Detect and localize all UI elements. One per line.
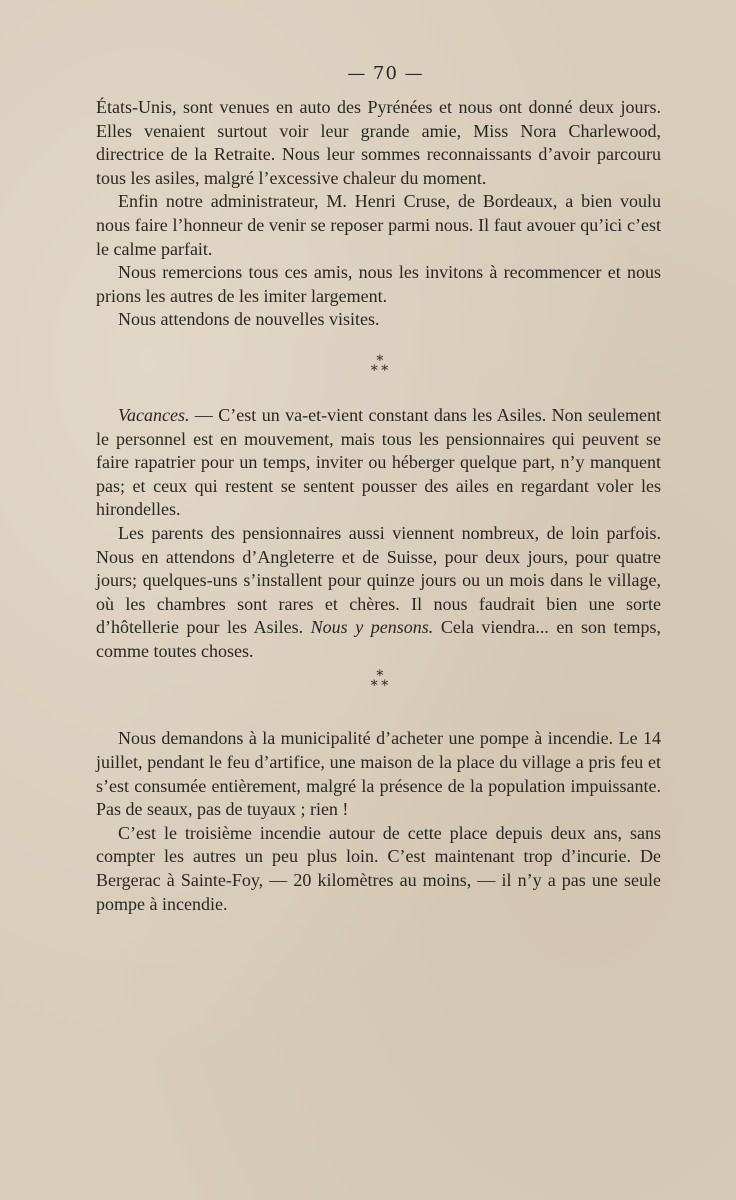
paragraph: C’est le troisième incendie autour de cette place depuis deux ans, sans compter les autres un peu plus loin. C’est maintenant trop d’incurie. De Bergerac à Sainte-Foy, — 20 kilomètres au moins, — il n’y a pas une seule pompe à incendie. bbox=[96, 822, 661, 914]
asterisk: * bbox=[376, 668, 384, 685]
italic-phrase: Nous y pensons. bbox=[310, 617, 434, 638]
paragraph: Nous remercions tous ces amis, nous les invitons à recommencer et nous prions les autres de les imiter largement. bbox=[96, 262, 661, 306]
page-number: — 70 — bbox=[347, 63, 424, 84]
paragraph: Nous demandons à la municipalité d’acheter une pompe à incendie. Le 14 juillet, pendant le feu d’artifice, une maison de la place du village a pris feu et s’est consumée entièrement, malgré la présence de la population impuissante. Pas de seaux, pas de tuyaux ; rien ! bbox=[96, 728, 661, 820]
asterism-divider bbox=[96, 332, 661, 404]
paragraph-text: — C’est un va-et-vient constant dans les Asiles. Non seulement le personnel est en mouvement, mais tous les pensionnaires qui peuvent se faire rapatrier pour un temps, inviter ou héberger quelque part, n’y manquent pas; et ceux qui restent se sentent pousser des ailes en regardant voler les hirondelles. bbox=[96, 404, 661, 520]
paragraph bbox=[96, 522, 661, 664]
paragraph: Enfin notre administrateur, M. Henri Cruse, de Bordeaux, a bien voulu nous faire l’honneur de venir se reposer parmi nous. Il faut avouer qu’ici c’est le calme parfait. bbox=[96, 191, 661, 259]
asterisk: * bbox=[370, 362, 378, 379]
paragraph-text: Cela viendra... en son temps, comme toutes choses. bbox=[96, 617, 661, 661]
asterisk: * bbox=[376, 352, 384, 369]
asterism-divider bbox=[96, 663, 661, 727]
section-vacances bbox=[96, 404, 661, 664]
paragraph: Nous attendons de nouvelles visites. bbox=[118, 309, 380, 330]
asterisk: * bbox=[381, 362, 389, 379]
section-heading-italic: Vacances. bbox=[118, 404, 190, 425]
asterisk: * bbox=[381, 678, 389, 695]
paragraph: États-Unis, sont venues en auto des Pyrénées et nous ont donné deux jours. Elles venaient surtout voir leur grande amie, Miss Nora Charlewood, directrice de la Retraite. Nous leur sommes reconnaissants d’avoir parcouru tous les asiles, malgré l’excessive chaleur du moment. bbox=[96, 97, 661, 188]
paragraph-text: Les parents des pensionnaires aussi viennent nombreux, de loin parfois. Nous en attendons d’Angleterre et de Suisse, pour deux jours, pour quatre jours; quelques-uns s’installent pour quinze jours ou un mois dans le village, où les chambres sont rares et chères. Il nous faudrait bien une sorte d’hôtellerie pour les Asiles. bbox=[96, 522, 661, 638]
section-visits bbox=[96, 96, 661, 332]
document-page bbox=[96, 60, 661, 916]
asterisk: * bbox=[370, 678, 378, 695]
section-fire-pump bbox=[96, 727, 661, 916]
paragraph bbox=[96, 404, 661, 522]
